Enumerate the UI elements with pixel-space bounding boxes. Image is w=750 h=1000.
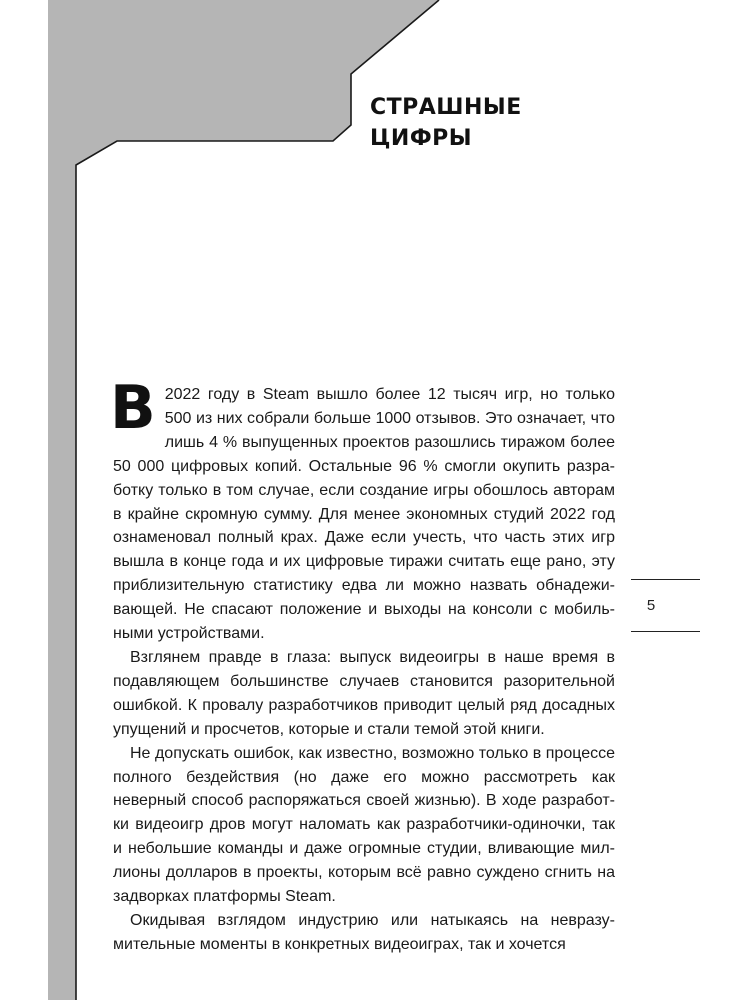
drop-cap: В	[110, 373, 156, 443]
chapter-body	[110, 373, 615, 957]
chapter-title	[370, 92, 610, 154]
chapter-title-line-2: ЦИФРЫ	[370, 126, 473, 151]
page-number-block	[631, 579, 700, 632]
page-number-top-rule	[631, 579, 700, 580]
chapter-title-line-1: СТРАШНЫЕ	[370, 95, 522, 120]
paragraph-2: Взглянем правде в глаза: выпуск видеоигры в наше время в подавляющем большинстве случаев становится разорительной ошибкой. К провалу разработчиков приводит целый ряд досадных упущений и просчетов, которые и стали темой этой книги.	[113, 648, 615, 738]
page-number: 5	[646, 597, 656, 614]
paragraph-3: Не допускать ошибок, как известно, возможно только в процессе полного бездействия (но даже его можно рассмотреть как неверный способ распоряжаться своей жизнью). В ходе разработки видеоигр дров могут наломать как разработчики-одиночки, так и небольшие команды и даже огромные студии, вливающие миллионы долларов в проекты, которым всё равно суждено сгнить на задворках платформы Steam.	[113, 744, 615, 906]
paragraph-1	[110, 373, 615, 646]
page-number-bottom-rule	[631, 631, 700, 632]
paragraph-1-text: 2022 году в Steam вышло более 12 тысяч игр, но только 500 из них собрали больше 1000 отзывов. Это означает, что лишь 4 % выпущенных проектов разошлись тиражом более 50 000 цифровых копий. Остальные 96 % смогли окупить разработку только в том случае, если создание игры обошлось авторам в крайне скромную сумму. Для менее экономных студий 2022 год ознаменовал полный крах. Даже если учесть, что часть этих игр вышла в конце года и их цифровые тиражи считать еще рано, эту приблизительную статистику едва ли можно назвать обнадеживающей. Не спасают положение и выходы на консоли с мобильными устройствами.	[113, 386, 615, 643]
paragraph-4: Окидывая взглядом индустрию или натыкаясь на невразумительные моменты в конкретных видеоиграх, так и хочется	[113, 911, 615, 953]
